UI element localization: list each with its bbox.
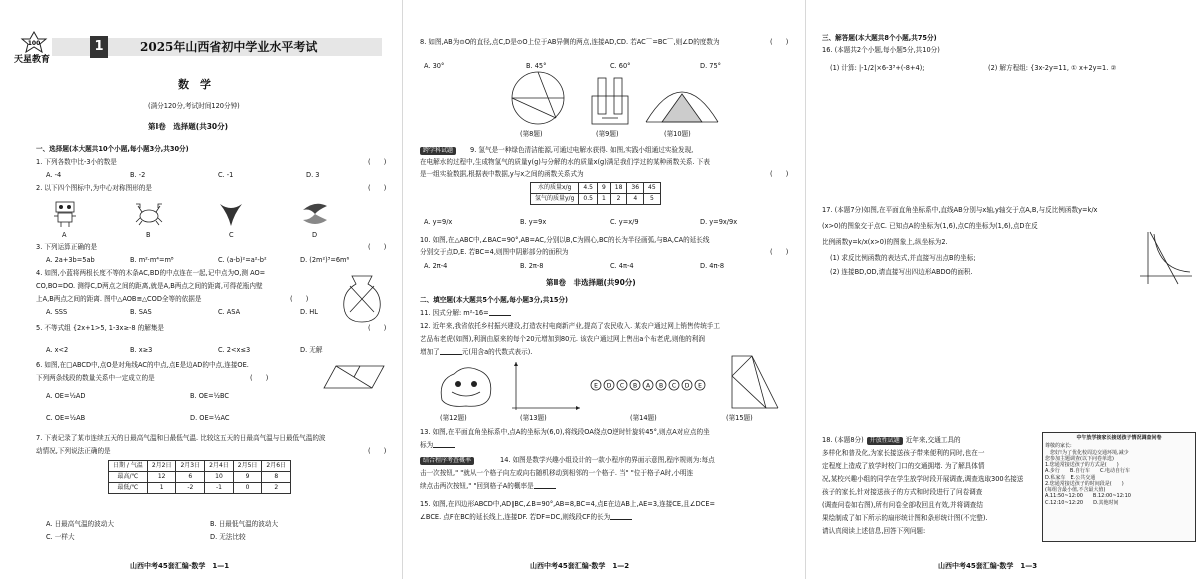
- q4-line: 上A,B两点之间的距离. 图中△AOB≌△COD全等的依据是: [36, 295, 202, 303]
- q14-answer-blank[interactable]: [534, 482, 556, 489]
- triangle-arcs-figure: [642, 70, 722, 126]
- q7-option: A. 日最高气温的波动大: [46, 520, 114, 528]
- table-cell: 最低/℃: [109, 483, 148, 494]
- table-cell: 水的质量x/g: [531, 183, 579, 194]
- cloth-tiger-image: [434, 360, 498, 412]
- program-grid-figure: [588, 374, 704, 396]
- survey-line: 您好!为了优化校周边交通环境,减少: [1045, 449, 1129, 456]
- figure-caption: (第9题): [596, 130, 619, 138]
- q1-answer-slot[interactable]: ( ): [368, 158, 387, 166]
- q1-option: D. 3: [306, 171, 320, 179]
- table-cell: 9: [233, 472, 262, 483]
- page-1: [0, 0, 396, 579]
- table-cell: 2月6日: [262, 461, 291, 472]
- q7-line: 动情况,下列说法正确的是: [36, 447, 111, 455]
- q5-option: D. 无解: [300, 346, 323, 354]
- q14-line: 击一次按钮," "就从一个格子向左或向右随机移动到相邻的一个格子. 当" "位于格子A时,小明连: [420, 469, 694, 477]
- probability-tag: 结合程序考查概率: [420, 457, 474, 465]
- survey-line: A.11:50~12:00 B.12:00~12:10: [1045, 493, 1131, 500]
- q13-answer-blank[interactable]: [433, 441, 455, 448]
- page-badge: 1: [90, 36, 108, 58]
- subject-title: 数 学: [178, 78, 211, 91]
- robot-icon: [50, 200, 80, 228]
- q17-line: (2) 连接BD,OD,请直接写出四边形ABDO的面积.: [830, 268, 973, 276]
- q12-text: 增加了: [420, 348, 440, 356]
- table-cell: 4: [627, 194, 644, 205]
- q6-option: A. OE=½AD: [46, 392, 86, 400]
- table-cell: 8: [262, 472, 291, 483]
- q8-option: D. 75°: [700, 62, 721, 70]
- survey-title: 中午放学接家长接送孩子情况调查问卷: [1076, 435, 1162, 441]
- q17-line: (x>0)的图象交于点C. 已知点A的坐标为(1,6),点C的坐标为(1,6),点D在反: [822, 222, 1038, 230]
- q9-table: [530, 182, 661, 205]
- section-3-title: 三、解答题(本大题共8个小题,共75分): [822, 34, 937, 42]
- q9-option: D. y=9x/9x: [700, 218, 738, 226]
- q11-text: 11. 因式分解: m²-16=: [420, 309, 489, 317]
- table-cell: 12: [147, 472, 176, 483]
- q6-line: 6. 如图,在□ABCD中,点O是对角线AC的中点,点E是边AD的中点,连接OE.: [36, 361, 249, 369]
- table-cell: 2月5日: [233, 461, 262, 472]
- survey-line: 1.您通常接送孩子的方式是( ): [1045, 462, 1119, 468]
- q5-answer-slot[interactable]: ( ): [368, 324, 387, 332]
- q3-stem: 3. 下列运算正确的是: [36, 243, 98, 251]
- vase-figure: [340, 272, 384, 326]
- figure-caption: (第12题): [440, 414, 467, 422]
- q9-tag-row: [420, 146, 459, 155]
- logo: [18, 32, 50, 52]
- q7-table: [108, 460, 291, 494]
- table-cell: 45: [644, 183, 661, 194]
- page-2: [410, 0, 802, 579]
- q18-line: [822, 436, 961, 445]
- q10-line: 10. 如图,在△ABC中,∠BAC=90°,AB=AC,分别以B,C为圆心,BC的长为半径画弧,与BA,CA的延长线: [420, 236, 710, 244]
- q18-line: 果绘制成了如下所示的扇形统计图和条形统计图(不完整).: [822, 514, 988, 522]
- figure-caption: (第14题): [630, 414, 657, 422]
- table-cell: 1: [597, 194, 610, 205]
- q7-answer-slot[interactable]: ( ): [368, 447, 387, 455]
- q3-answer-slot[interactable]: ( ): [368, 243, 387, 251]
- grid-cell-label: C: [671, 382, 677, 390]
- page-divider: [402, 0, 403, 579]
- q1-stem: 1. 下列各数中比-3小的数是: [36, 158, 117, 166]
- petal-icon: [300, 200, 330, 228]
- table-cell: 2月2日: [147, 461, 176, 472]
- crab-icon: [134, 200, 164, 228]
- grid-cell-label: B: [632, 382, 638, 390]
- table-cell: 18: [610, 183, 627, 194]
- q9-line: 9. 氢气是一种绿色清洁能源,可通过电解水获得. 如图,实践小组通过实验发现,: [470, 146, 694, 154]
- q17-line: 比例函数y=k/x(x>0)的图象上,纵坐标为2.: [822, 238, 948, 246]
- q8-answer-slot[interactable]: ( ): [770, 38, 789, 46]
- q17-line: (1) 求反比例函数的表达式,并直接写出点B的坐标;: [830, 254, 976, 262]
- q6-line: 下列两条线段的数量关系中一定成立的是: [36, 374, 155, 382]
- table-row: [531, 183, 661, 194]
- electrolysis-figure: [588, 74, 632, 126]
- table-cell: 9: [597, 183, 610, 194]
- grid-cell-label: D: [684, 382, 690, 390]
- exam-note: (满分120分,考试时间120分钟): [148, 102, 240, 110]
- survey-line: 2.您通常接送孩子的时间段是( ): [1045, 480, 1124, 487]
- q18-text: 18. (本题8分): [822, 436, 864, 444]
- q2-option: C: [229, 231, 234, 239]
- q4-line: 4. 如图,小蓝将两根长度不等的木条AC,BD的中点连在一起,记中点为O,测 AO=: [36, 269, 266, 277]
- table-cell: 36: [627, 183, 644, 194]
- open-question-tag: 开放性试题: [867, 437, 903, 445]
- table-row: [109, 483, 291, 494]
- q9-option: A. y=9/x: [424, 218, 453, 226]
- q13-line: [420, 441, 455, 449]
- table-cell: 最高/℃: [109, 472, 148, 483]
- grid-cell-label: C: [619, 382, 625, 390]
- q10-option: C. 4π-4: [610, 262, 634, 270]
- q11-stem: [420, 309, 511, 317]
- q1-option: C. -1: [218, 171, 234, 179]
- q4-option: C. ASA: [218, 308, 241, 316]
- q9-option: B. y=9x: [520, 218, 547, 226]
- q18-line: 孩子的家长,针对接送孩子的方式和时段进行了问卷调查: [822, 488, 983, 496]
- table-cell: 2: [262, 483, 291, 494]
- q1-option: B. -2: [130, 171, 146, 179]
- q10-option: B. 2π-8: [520, 262, 544, 270]
- survey-box: [1042, 432, 1196, 542]
- table-cell: 4.5: [579, 183, 598, 194]
- volume-1-title: 第Ⅰ卷 选择题(共30分): [148, 122, 229, 131]
- svg-text:100: 100: [27, 40, 41, 47]
- grid-cell-label: A: [645, 382, 651, 390]
- q7-option: D. 无法比较: [210, 533, 246, 541]
- survey-line: D.私家车 E.公共交通: [1045, 474, 1096, 481]
- exam-title: 2025年山西省初中学业水平考试: [140, 40, 318, 54]
- q12-answer-blank[interactable]: [440, 348, 462, 355]
- q3-option: D. (2m²)³=6m⁶: [300, 256, 350, 264]
- q18-line: 定程度上造成了放学时校门口的交通拥堵. 为了解具体情: [822, 462, 985, 470]
- survey-line: (每组含最小值,不含最大值): [1045, 487, 1106, 493]
- q16-answer-area[interactable]: [830, 80, 1190, 200]
- q7-option: B. 日最低气温的波动大: [210, 520, 279, 528]
- page-divider: [805, 0, 806, 579]
- table-cell: 2月4日: [205, 461, 234, 472]
- q4-option: A. SSS: [46, 308, 68, 316]
- q8-stem: 8. 如图,AB为⊙O的直径,点C,D是⊙O上位于AB异侧的两点,连接AD,CD. 若AC⌒=BC⌒,则∠D的度数为: [420, 38, 720, 46]
- q3-option: B. m²·m⁴=m⁸: [130, 256, 174, 264]
- q10-option: A. 2π-4: [424, 262, 448, 270]
- q12-line: [420, 348, 532, 356]
- triskelion-icon: [216, 200, 246, 228]
- star-logo-icon: [18, 32, 50, 52]
- q9-line: 是一组实验数据,根据表中数据,y与x之间的函数关系式为: [420, 170, 584, 178]
- q13-line: 13. 如图,在平面直角坐标系中,点A的坐标为(6,0),将线段OA绕点O逆时针旋转45°,则点A对应点的坐: [420, 428, 710, 436]
- grid-cell-label: B: [658, 382, 664, 390]
- q9-option: C. y=x/9: [610, 218, 639, 226]
- q16-part-1: (1) 计算: |-1/2|×6-3³+(-8+4);: [830, 64, 925, 72]
- q2-stem: 2. 以下四个图标中,为中心对称图形的是: [36, 184, 152, 192]
- q7-line: 7. 下表记录了某市连续五天的日最高气温和日最低气温. 比较这五天的日最高气温与日最低气温的波: [36, 434, 326, 442]
- grid-cell-label: E: [594, 382, 598, 390]
- q15-line: [420, 513, 632, 521]
- q11-answer-blank[interactable]: [489, 309, 511, 316]
- table-cell: 0: [233, 483, 262, 494]
- table-cell: 氢气的质量y/g: [531, 194, 579, 205]
- page-3: [808, 0, 1200, 579]
- q17-answer-area[interactable]: [830, 286, 1190, 426]
- q6-option: C. OE=½AB: [46, 414, 86, 422]
- table-cell: 5: [644, 194, 661, 205]
- q4-line: CO,BO=DO. 测得C,D两点之间的距离,就是A,B两点之间的距离,可得花瓶内壁: [36, 282, 263, 290]
- survey-line: 您参加主题调查(以下问卷单选): [1045, 455, 1114, 462]
- quadrilateral-figure: [722, 352, 782, 412]
- parallelogram-figure: [322, 364, 386, 390]
- hyperbola-axes-figure: [1138, 230, 1194, 286]
- q5-stem: 5. 不等式组 {2x+1>5, 1-3x≥-8 的解集是: [36, 324, 165, 332]
- grid-cell-label: D: [606, 382, 612, 390]
- page-footer: 山西中考45套汇编·数学 1—2: [530, 562, 630, 571]
- q12-text-tail: 元(用含a的代数式表示).: [461, 348, 533, 356]
- q8-option: B. 45°: [526, 62, 547, 70]
- q2-option: D: [312, 231, 318, 239]
- q5-option: C. 2<x≤3: [218, 346, 251, 354]
- q14-line: [420, 482, 556, 490]
- q7-option: C. 一样大: [46, 533, 75, 541]
- page-footer: 山西中考45套汇编·数学 1—3: [938, 562, 1038, 571]
- table-cell: 2月3日: [176, 461, 205, 472]
- q10-option: D. 4π-8: [700, 262, 725, 270]
- circle-figure: [508, 70, 568, 126]
- q9-answer-slot[interactable]: ( ): [770, 170, 789, 178]
- q15-text: ∠BCE. 点F在BC的延长线上,连接DF. 若DF=DC,则线段CF的长为: [420, 513, 611, 521]
- q1-option: A. -4: [46, 171, 62, 179]
- q2-answer-slot[interactable]: ( ): [368, 184, 387, 192]
- figure-caption: (第10题): [664, 130, 691, 138]
- table-row: [109, 472, 291, 483]
- q8-option: A. 30°: [424, 62, 445, 70]
- q18-text-tail: 近年来,交通工具的: [905, 436, 961, 444]
- q17-line: 17. (本题7分)如图,在平面直角坐标系中,直线AB分别与x轴,y轴交于点A,B,与反比例函数y=k/x: [822, 206, 1098, 214]
- figure-caption: (第15题): [726, 414, 753, 422]
- q9-line: 在电解水的过程中,生成物氢气的质量y(g)与分解的水的质量x(g)满足我们学过的某种函数关系. 下表: [420, 158, 710, 166]
- q4-option: B. SAS: [130, 308, 152, 316]
- q18-line: 请认真阅读上述信息,回答下列问题:: [822, 527, 926, 535]
- q5-option: B. x≥3: [130, 346, 153, 354]
- q18-line: 多样化和普及化,为家长接送孩子带来便利的同时,也在一: [822, 449, 985, 457]
- q4-answer-slot[interactable]: ( ): [290, 295, 309, 303]
- q16-part-2: (2) 解方程组: {3x-2y=11, ① x+2y=1. ②: [988, 64, 1117, 72]
- q3-option: C. (a-b)²=a²-b²: [218, 256, 267, 264]
- q8-option: C. 60°: [610, 62, 631, 70]
- q3-option: A. 2a+3b=5ab: [46, 256, 95, 264]
- q16-stem: 16. (本题共2个小题,每小题5分,共10分): [822, 46, 940, 54]
- survey-line: C.12:10~12:20 D.其他时间: [1045, 499, 1119, 506]
- logo-text: 天星教育: [14, 55, 51, 65]
- table-cell: 1: [147, 483, 176, 494]
- q2-option: A: [62, 231, 67, 239]
- q15-line: 15. 如图,在四边形ABCD中,AD∥BC,∠B=90°,AB=8,BC=4,点E在边AB上,AE=3,连接CE,且∠DCE=: [420, 500, 716, 508]
- q10-answer-slot[interactable]: ( ): [770, 248, 789, 256]
- grid-cell-label: E: [698, 382, 702, 390]
- section-2-title: 二、填空题(本大题共5个小题,每小题3分,共15分): [420, 296, 569, 304]
- q6-option: B. OE=½BC: [190, 392, 229, 400]
- table-cell: 日期 / 气温: [109, 461, 148, 472]
- q14-tag-row: [420, 456, 477, 465]
- figure-caption: (第13题): [520, 414, 547, 422]
- table-row: [109, 461, 291, 472]
- q14-line: 14. 如图是数学兴趣小组设计的一款小程序的界面示意图,程序规则为:每点: [500, 456, 715, 464]
- q18-line: 况,某校兴趣小组的同学在学生放学时段开展调查,调查选取300名接送: [822, 475, 1024, 483]
- table-row: [531, 194, 661, 205]
- q14-text: 续点击两次按钮," "回到格子A的概率是: [420, 482, 534, 490]
- q5-option: A. x<2: [46, 346, 69, 354]
- coordinate-plane-figure: [506, 360, 582, 412]
- q12-line: 12. 近年来,我省依托乡村振兴建设,打造农村电商新产业,提高了农民收入. 某农户通过网上销售传统手工: [420, 322, 720, 330]
- q15-answer-blank[interactable]: [610, 513, 632, 520]
- section-1-title: 一、选择题(本大题共10个小题,每小题3分,共30分): [36, 145, 189, 153]
- q10-line: 分别交于点D,E. 若BC=4,则图中阴影部分的面积为: [420, 248, 569, 256]
- table-cell: 0.5: [579, 194, 598, 205]
- table-cell: -1: [205, 483, 234, 494]
- table-cell: -2: [176, 483, 205, 494]
- page-footer: 山西中考45套汇编·数学 1—1: [130, 562, 230, 571]
- q13-text: 标为: [420, 441, 434, 449]
- volume-2-title: 第Ⅱ卷 非选择题(共90分): [546, 278, 636, 287]
- q4-option: D. HL: [300, 308, 318, 316]
- q12-line: 艺品布老虎(如图),利润由原来的每个20元增加到80元. 该农户通过网上售出a个布老虎,则他的利润: [420, 335, 705, 343]
- table-cell: 6: [176, 472, 205, 483]
- q6-answer-slot[interactable]: ( ): [250, 374, 269, 382]
- survey-line: 尊敬的家长:: [1045, 443, 1072, 450]
- table-cell: 2: [610, 194, 627, 205]
- figure-caption: (第8题): [520, 130, 543, 138]
- cross-discipline-tag: 跨学科试题: [420, 147, 456, 155]
- q6-option: D. OE=½AC: [190, 414, 230, 422]
- q2-option: B: [146, 231, 151, 239]
- survey-line: A.步行 B.自行车 C.电动自行车: [1045, 468, 1131, 475]
- table-cell: 10: [205, 472, 234, 483]
- q18-line: (调查问卷如右图),所有问卷全部收回且有效,并将调查结: [822, 501, 983, 509]
